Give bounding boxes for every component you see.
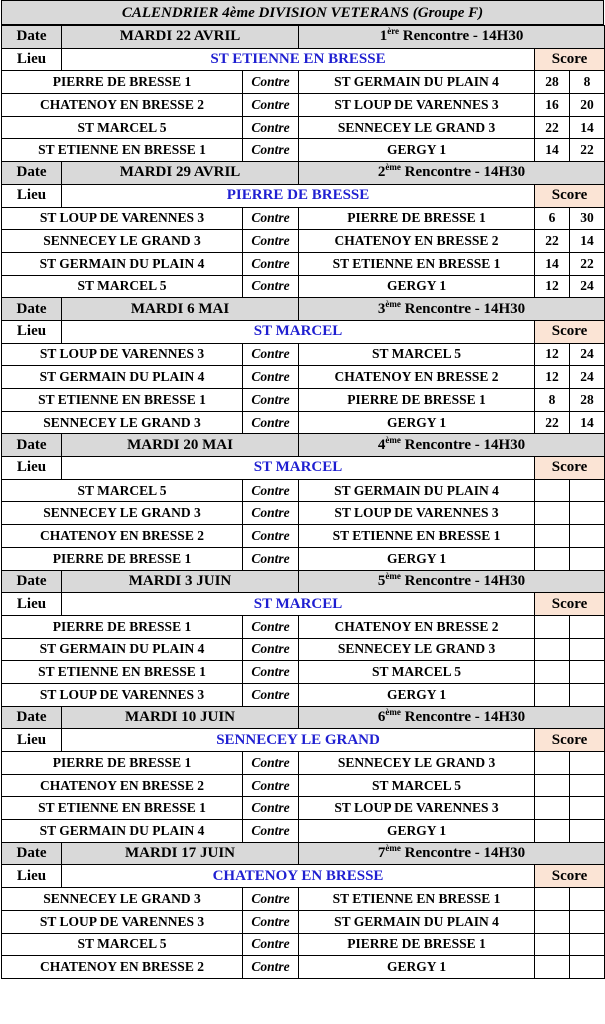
match-row — [2, 683, 605, 706]
date-row — [2, 706, 605, 729]
away-team: ST ETIENNE EN BRESSE 1 — [299, 252, 535, 275]
away-team: ST LOUP DE VARENNES 3 — [299, 797, 535, 820]
round-ordinal: ème — [385, 162, 401, 173]
match-row — [2, 752, 605, 775]
away-team: ST ETIENNE EN BRESSE 1 — [299, 888, 535, 911]
home-team: PIERRE DE BRESSE 1 — [2, 615, 243, 638]
away-score[interactable] — [570, 547, 605, 570]
home-team: SENNECEY LE GRAND 3 — [2, 502, 243, 525]
round-date: MARDI 17 JUIN — [62, 842, 299, 865]
match-row — [2, 275, 605, 298]
contre-label: Contre — [243, 71, 299, 94]
away-team: GERGY 1 — [299, 547, 535, 570]
round-date: MARDI 22 AVRIL — [62, 26, 299, 49]
away-score[interactable] — [570, 661, 605, 684]
away-score[interactable] — [570, 502, 605, 525]
home-team: SENNECEY LE GRAND 3 — [2, 411, 243, 434]
contre-label: Contre — [243, 888, 299, 911]
round-date: MARDI 10 JUIN — [62, 706, 299, 729]
match-row — [2, 389, 605, 412]
away-score[interactable] — [570, 956, 605, 979]
away-team: ST GERMAIN DU PLAIN 4 — [299, 479, 535, 502]
match-row — [2, 411, 605, 434]
home-score[interactable] — [535, 956, 570, 979]
lieu-row — [2, 457, 605, 480]
home-team: ST MARCEL 5 — [2, 275, 243, 298]
home-team: PIERRE DE BRESSE 1 — [2, 71, 243, 94]
match-row — [2, 774, 605, 797]
home-team: SENNECEY LE GRAND 3 — [2, 230, 243, 253]
match-row — [2, 252, 605, 275]
away-score[interactable] — [570, 820, 605, 843]
round-date: MARDI 29 AVRIL — [62, 162, 299, 185]
rencontre-text: Rencontre - 14H30 — [404, 436, 526, 453]
round-number: 3 — [377, 300, 386, 317]
match-row — [2, 479, 605, 502]
away-team: CHATENOY EN BRESSE 2 — [299, 615, 535, 638]
score-header: Score — [535, 865, 605, 888]
away-team: ST GERMAIN DU PLAIN 4 — [299, 910, 535, 933]
contre-label: Contre — [243, 116, 299, 139]
round-ordinal: ème — [385, 570, 401, 581]
round-label — [299, 706, 605, 729]
match-row — [2, 525, 605, 548]
match-row — [2, 933, 605, 956]
date-row — [2, 842, 605, 865]
away-team: GERGY 1 — [299, 820, 535, 843]
away-score[interactable]: 14 — [570, 411, 605, 434]
round-label — [299, 434, 605, 457]
home-score[interactable] — [535, 638, 570, 661]
home-team: SENNECEY LE GRAND 3 — [2, 888, 243, 911]
match-row — [2, 888, 605, 911]
contre-label: Contre — [243, 366, 299, 389]
round-label — [299, 570, 605, 593]
home-score[interactable]: 12 — [535, 366, 570, 389]
away-team: GERGY 1 — [299, 683, 535, 706]
away-team: ST LOUP DE VARENNES 3 — [299, 502, 535, 525]
lieu-label: Lieu — [2, 184, 62, 207]
lieu-label: Lieu — [2, 48, 62, 71]
home-score[interactable] — [535, 752, 570, 775]
round-ordinal: ème — [385, 434, 401, 445]
round-date: MARDI 20 MAI — [62, 434, 299, 457]
round-label — [299, 26, 605, 49]
date-row — [2, 162, 605, 185]
lieu-row — [2, 320, 605, 343]
match-row — [2, 71, 605, 94]
match-row — [2, 207, 605, 230]
home-score[interactable]: 22 — [535, 411, 570, 434]
contre-label: Contre — [243, 683, 299, 706]
date-label: Date — [2, 706, 62, 729]
match-row — [2, 638, 605, 661]
round-number: 1 — [379, 28, 388, 45]
score-header: Score — [535, 593, 605, 616]
contre-label: Contre — [243, 820, 299, 843]
away-score[interactable] — [570, 797, 605, 820]
date-row — [2, 26, 605, 49]
score-header: Score — [535, 729, 605, 752]
date-label: Date — [2, 434, 62, 457]
contre-label: Contre — [243, 638, 299, 661]
away-team: ST LOUP DE VARENNES 3 — [299, 94, 535, 117]
round-label — [299, 842, 605, 865]
away-team: ST MARCEL 5 — [299, 343, 535, 366]
home-score[interactable]: 16 — [535, 94, 570, 117]
home-score[interactable] — [535, 615, 570, 638]
match-row — [2, 910, 605, 933]
round-number: 5 — [377, 572, 386, 589]
round-ordinal: ème — [385, 843, 401, 854]
away-team: ST MARCEL 5 — [299, 774, 535, 797]
home-score[interactable]: 14 — [535, 252, 570, 275]
away-team: SENNECEY LE GRAND 3 — [299, 752, 535, 775]
contre-label: Contre — [243, 94, 299, 117]
calendar-sheet — [1, 0, 604, 979]
away-score[interactable]: 14 — [570, 230, 605, 253]
lieu-row — [2, 184, 605, 207]
home-team: ST GERMAIN DU PLAIN 4 — [2, 638, 243, 661]
contre-label: Contre — [243, 411, 299, 434]
venue-name: PIERRE DE BRESSE — [62, 184, 535, 207]
away-score[interactable] — [570, 615, 605, 638]
away-score[interactable]: 8 — [570, 71, 605, 94]
contre-label: Contre — [243, 615, 299, 638]
home-team: ST ETIENNE EN BRESSE 1 — [2, 797, 243, 820]
away-score[interactable]: 22 — [570, 252, 605, 275]
round-date: MARDI 3 JUIN — [62, 570, 299, 593]
home-score[interactable] — [535, 797, 570, 820]
round-label — [299, 162, 605, 185]
home-team: CHATENOY EN BRESSE 2 — [2, 774, 243, 797]
match-row — [2, 94, 605, 117]
lieu-row — [2, 865, 605, 888]
home-score[interactable]: 14 — [535, 139, 570, 162]
home-score[interactable] — [535, 661, 570, 684]
contre-label: Contre — [243, 230, 299, 253]
date-label: Date — [2, 298, 62, 321]
venue-name: ST MARCEL — [62, 320, 535, 343]
round-label — [299, 298, 605, 321]
schedule-table — [1, 25, 605, 979]
lieu-label: Lieu — [2, 320, 62, 343]
rencontre-text: Rencontre - 14H30 — [404, 572, 526, 589]
match-row — [2, 547, 605, 570]
lieu-row — [2, 729, 605, 752]
score-header: Score — [535, 184, 605, 207]
contre-label: Contre — [243, 752, 299, 775]
match-row — [2, 343, 605, 366]
home-score[interactable] — [535, 502, 570, 525]
contre-label: Contre — [243, 207, 299, 230]
contre-label: Contre — [243, 956, 299, 979]
contre-label: Contre — [243, 547, 299, 570]
home-team: PIERRE DE BRESSE 1 — [2, 547, 243, 570]
match-row — [2, 820, 605, 843]
date-label: Date — [2, 842, 62, 865]
calendar-title: CALENDRIER 4ème DIVISION VETERANS (Groupe F) — [1, 0, 604, 25]
rencontre-text: Rencontre - 14H30 — [404, 845, 526, 862]
round-ordinal: ème — [385, 706, 401, 717]
away-score[interactable] — [570, 479, 605, 502]
home-score[interactable] — [535, 820, 570, 843]
away-score[interactable] — [570, 638, 605, 661]
away-score[interactable] — [570, 910, 605, 933]
away-score[interactable]: 14 — [570, 116, 605, 139]
home-team: ST GERMAIN DU PLAIN 4 — [2, 252, 243, 275]
home-team: ST GERMAIN DU PLAIN 4 — [2, 820, 243, 843]
date-label: Date — [2, 570, 62, 593]
away-team: ST ETIENNE EN BRESSE 1 — [299, 525, 535, 548]
rencontre-text: Rencontre - 14H30 — [402, 28, 524, 45]
home-team: CHATENOY EN BRESSE 2 — [2, 956, 243, 979]
away-score[interactable]: 20 — [570, 94, 605, 117]
round-number: 4 — [377, 436, 386, 453]
round-number: 6 — [377, 708, 386, 725]
match-row — [2, 230, 605, 253]
away-team: ST MARCEL 5 — [299, 661, 535, 684]
venue-name: ST ETIENNE EN BRESSE — [62, 48, 535, 71]
contre-label: Contre — [243, 797, 299, 820]
venue-name: ST MARCEL — [62, 593, 535, 616]
home-team: ST LOUP DE VARENNES 3 — [2, 910, 243, 933]
contre-label: Contre — [243, 525, 299, 548]
away-score[interactable]: 30 — [570, 207, 605, 230]
contre-label: Contre — [243, 252, 299, 275]
away-team: GERGY 1 — [299, 411, 535, 434]
schedule-body — [2, 26, 605, 979]
match-row — [2, 366, 605, 389]
away-score[interactable] — [570, 752, 605, 775]
contre-label: Contre — [243, 139, 299, 162]
home-score[interactable]: 22 — [535, 230, 570, 253]
home-team: ST GERMAIN DU PLAIN 4 — [2, 366, 243, 389]
date-row — [2, 434, 605, 457]
home-score[interactable]: 12 — [535, 343, 570, 366]
away-team: GERGY 1 — [299, 275, 535, 298]
home-team: ST LOUP DE VARENNES 3 — [2, 683, 243, 706]
date-row — [2, 298, 605, 321]
away-score[interactable]: 28 — [570, 389, 605, 412]
round-number: 2 — [377, 164, 386, 181]
rencontre-text: Rencontre - 14H30 — [404, 708, 526, 725]
away-team: GERGY 1 — [299, 956, 535, 979]
venue-name: ST MARCEL — [62, 457, 535, 480]
lieu-label: Lieu — [2, 593, 62, 616]
away-score[interactable]: 24 — [570, 275, 605, 298]
date-label: Date — [2, 26, 62, 49]
contre-label: Contre — [243, 774, 299, 797]
away-score[interactable] — [570, 683, 605, 706]
contre-label: Contre — [243, 343, 299, 366]
home-team: CHATENOY EN BRESSE 2 — [2, 94, 243, 117]
contre-label: Contre — [243, 479, 299, 502]
score-header: Score — [535, 457, 605, 480]
away-score[interactable] — [570, 933, 605, 956]
match-row — [2, 956, 605, 979]
contre-label: Contre — [243, 933, 299, 956]
home-score[interactable]: 28 — [535, 71, 570, 94]
home-team: PIERRE DE BRESSE 1 — [2, 752, 243, 775]
match-row — [2, 615, 605, 638]
away-score[interactable] — [570, 774, 605, 797]
match-row — [2, 139, 605, 162]
contre-label: Contre — [243, 910, 299, 933]
home-score[interactable]: 12 — [535, 275, 570, 298]
home-score[interactable] — [535, 525, 570, 548]
home-score[interactable] — [535, 933, 570, 956]
round-number: 7 — [377, 845, 386, 862]
round-date: MARDI 6 MAI — [62, 298, 299, 321]
home-score[interactable]: 8 — [535, 389, 570, 412]
home-team: ST ETIENNE EN BRESSE 1 — [2, 661, 243, 684]
away-score[interactable]: 24 — [570, 366, 605, 389]
lieu-row — [2, 48, 605, 71]
away-team: CHATENOY EN BRESSE 2 — [299, 366, 535, 389]
home-team: CHATENOY EN BRESSE 2 — [2, 525, 243, 548]
home-score[interactable]: 22 — [535, 116, 570, 139]
lieu-row — [2, 593, 605, 616]
away-team: SENNECEY LE GRAND 3 — [299, 638, 535, 661]
match-row — [2, 502, 605, 525]
home-score[interactable] — [535, 910, 570, 933]
contre-label: Contre — [243, 275, 299, 298]
away-team: PIERRE DE BRESSE 1 — [299, 207, 535, 230]
round-ordinal: ème — [385, 298, 401, 309]
contre-label: Contre — [243, 661, 299, 684]
away-team: PIERRE DE BRESSE 1 — [299, 389, 535, 412]
date-label: Date — [2, 162, 62, 185]
home-team: ST MARCEL 5 — [2, 116, 243, 139]
score-header: Score — [535, 320, 605, 343]
lieu-label: Lieu — [2, 729, 62, 752]
lieu-label: Lieu — [2, 457, 62, 480]
round-ordinal: ère — [387, 26, 400, 37]
contre-label: Contre — [243, 502, 299, 525]
rencontre-text: Rencontre - 14H30 — [404, 164, 526, 181]
away-score[interactable]: 22 — [570, 139, 605, 162]
away-team: GERGY 1 — [299, 139, 535, 162]
rencontre-text: Rencontre - 14H30 — [404, 300, 526, 317]
away-score[interactable] — [570, 525, 605, 548]
away-score[interactable]: 24 — [570, 343, 605, 366]
home-team: ST MARCEL 5 — [2, 933, 243, 956]
score-header: Score — [535, 48, 605, 71]
home-score[interactable] — [535, 888, 570, 911]
home-score[interactable] — [535, 547, 570, 570]
away-team: PIERRE DE BRESSE 1 — [299, 933, 535, 956]
match-row — [2, 661, 605, 684]
home-team: ST MARCEL 5 — [2, 479, 243, 502]
home-team: ST LOUP DE VARENNES 3 — [2, 343, 243, 366]
away-score[interactable] — [570, 888, 605, 911]
home-team: ST ETIENNE EN BRESSE 1 — [2, 139, 243, 162]
home-score[interactable] — [535, 683, 570, 706]
away-team: ST GERMAIN DU PLAIN 4 — [299, 71, 535, 94]
home-team: ST ETIENNE EN BRESSE 1 — [2, 389, 243, 412]
lieu-label: Lieu — [2, 865, 62, 888]
date-row — [2, 570, 605, 593]
home-team: ST LOUP DE VARENNES 3 — [2, 207, 243, 230]
match-row — [2, 797, 605, 820]
venue-name: CHATENOY EN BRESSE — [62, 865, 535, 888]
contre-label: Contre — [243, 389, 299, 412]
home-score[interactable] — [535, 479, 570, 502]
away-team: SENNECEY LE GRAND 3 — [299, 116, 535, 139]
home-score[interactable] — [535, 774, 570, 797]
away-team: CHATENOY EN BRESSE 2 — [299, 230, 535, 253]
home-score[interactable]: 6 — [535, 207, 570, 230]
venue-name: SENNECEY LE GRAND — [62, 729, 535, 752]
match-row — [2, 116, 605, 139]
